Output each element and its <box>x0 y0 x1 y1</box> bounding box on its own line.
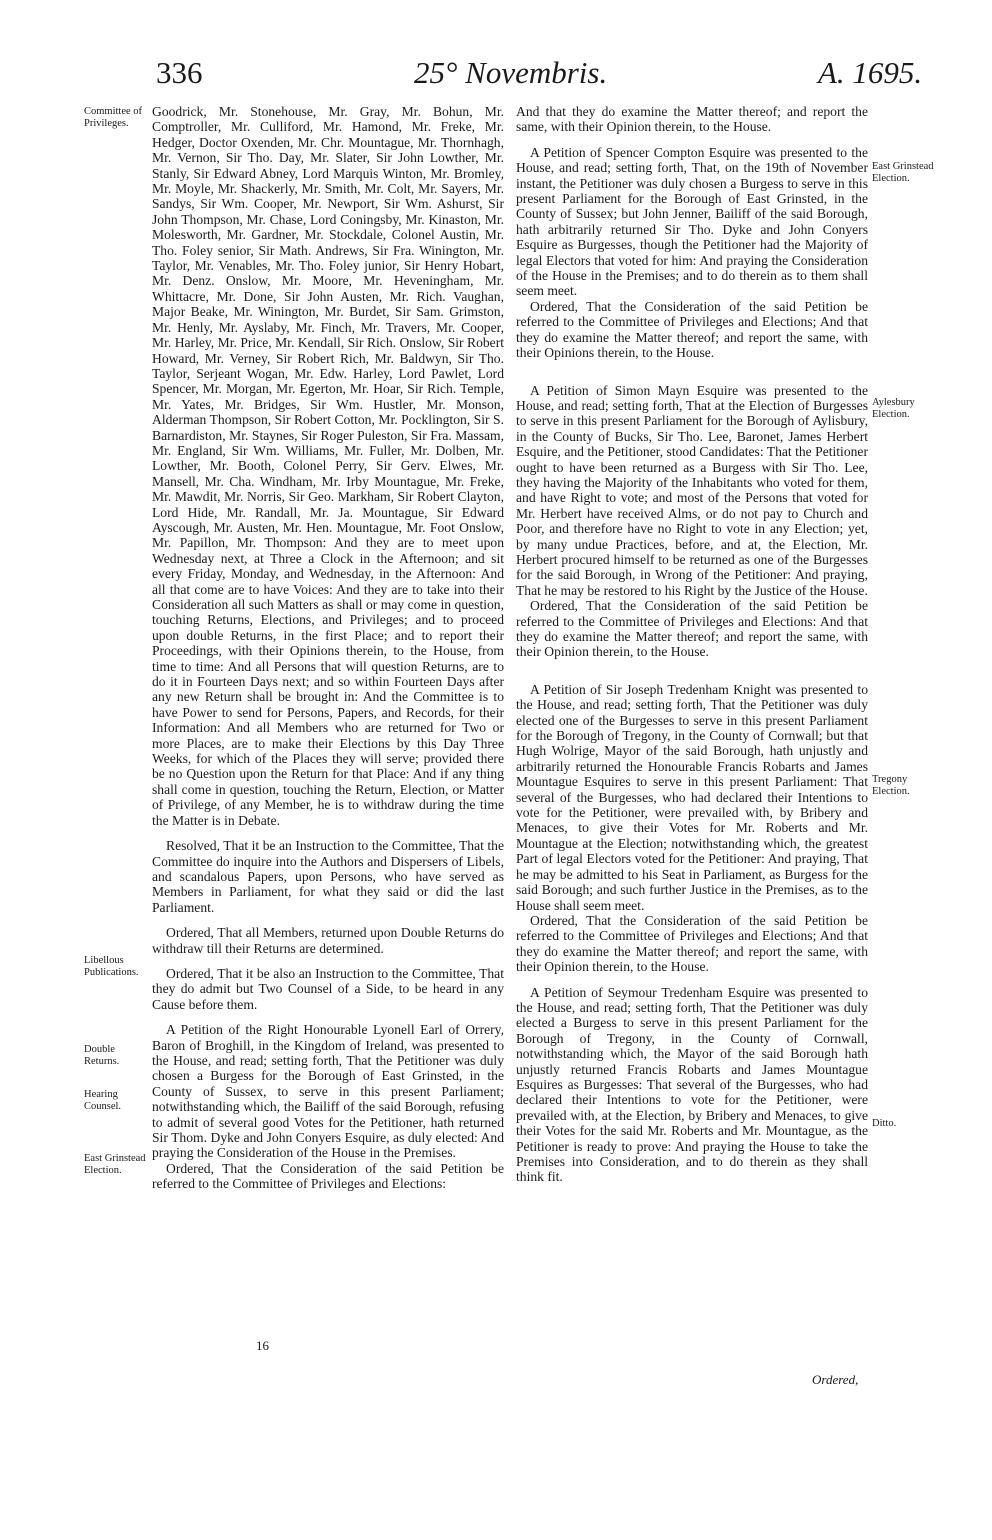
seymour-tredenham-petition-paragraph: A Petition of Seymour Tredenham Esquire was presented to the House, and read; setting forth, That the Petitioner was duly elected a Burgess to serve in this present Parliament for the Borough of Tregony, in the County of Cornwall, notwithstanding which, the Mayor of the said Borough hath unjustly returned Francis Robarts and James Mountague Esquires as Burgesses: That several of the Burgesses, who had declared their Intentions to vote for the Petitioner, were prevailed with, at the Election, by Bribery and Menaces, to give their Votes for the said Mr. Roberts and Mr. Mountague, as the Petitioner is ready to prove: And praying the House to take the Premises into Consideration, and to do therein as they shall think fit. <box>516 984 868 1185</box>
page-number: 336 <box>156 55 203 90</box>
compton-petition-paragraph: A Petition of Spencer Compton Esquire was presented to the House, and read; setting forth, That, on the 19th of November instant, the Petitioner was duly chosen a Burgess to serve in this present Parliament for the Borough of East Grinsted, in the County of Sussex; but John Jenner, Bailiff of the said Borough, hath arbitrarily returned Sir Tho. Dyke and John Conyers Esquire as Burgesses, though the Petitioner had the Majority of legal Electors that voted for him: And praying the Consideration of the House in the Premises; and to do therein as to them shall seem meet. <box>516 144 868 299</box>
joseph-tredenham-ordered-paragraph: Ordered, That the Consideration of the said Petition be referred to the Committee of Privileges and Elections; And that they do examine the Matter thereof; and report the same, with their Opinion therein, to the House. <box>516 912 868 975</box>
catchword: Ordered, <box>812 1372 859 1387</box>
mayn-ordered-paragraph: Ordered, That the Consideration of the said Petition be referred to the Committee of Privileges and Elections: And that they do examine the Matter thereof; and report the same, with their Opinion therein, to the House. <box>516 598 868 660</box>
mayn-petition-paragraph: A Petition of Simon Mayn Esquire was presented to the House, and read; setting forth, That at the Election of Burgesses to serve in this present Parliament for the Borough of Aylisbury, in the County of Bucks, Sir Tho. Lee, Baronet, James Herbert Esquire, and the Petitioner, stood Candidates: That the Petitioner ought to have been returned as a Burgess with Sir Tho. Lee, they having the Majority of the Inhabitants who voted for them, and have Right to vote; and most of the Persons that voted for Mr. Herbert have received Alms, or do not pay to Church and Poor, and therefore have no Right to vote in any Election; yet, by many undue Practices, before, and at, the Election, Mr. Herbert procured himself to be returned as one of the Burgesses for the said Borough, in Wrong of the Petitioner: And praying, That he may be restored to his Right by the Justice of the House. <box>516 382 868 598</box>
page-date: 25° Novembris. <box>414 55 608 90</box>
margin-note-tregony: Tregony Election. <box>872 774 910 797</box>
margin-note-hearing-counsel: Hearing Counsel. <box>84 1089 122 1112</box>
resolved-libels-paragraph: Resolved, That it be an Instruction to the Committee, That the Committee do inquire into the Authors and Dispersers of Libels, and scandalous Papers, upon Persons, who have served as Members in Parliament, for what they said or did the last Parliament. <box>152 838 504 915</box>
counsel-paragraph: Ordered, That it be also an Instruction to the Committee, That they do admit but Two Counsel of a Side, to be heard in any Cause before them. <box>152 965 504 1012</box>
margin-note-east-grinstead-right: East Grinstead Election. <box>872 161 934 184</box>
left-column <box>152 104 504 1192</box>
orrery-petition-paragraph: A Petition of the Right Honourable Lyonell Earl of Orrery, Baron of Broghill, in the Kingdom of Ireland, was presented to the House, and read; setting forth, That the Petitioner was duly chosen a Burgess for the Borough of East Grinsted, in the County of Sussex, to serve in this present Parliament; notwithstanding which, the Bailiff of the said Borough, refusing to admit of several good Votes for the Petitioner, hath returned Sir Thom. Dyke and John Conyers Esquire, as duly elected: And praying the Consideration of the House in the Premises. <box>152 1022 504 1161</box>
page-year: A. 1695. <box>818 55 923 90</box>
compton-ordered-paragraph: Ordered, That the Consideration of the said Petition be referred to the Committee of Privileges and Elections; And that they do examine the Matter thereof; and report the same, with their Opinions therein, to the House. <box>516 298 868 361</box>
margin-note-ditto: Ditto. <box>872 1118 897 1129</box>
signature-mark: 16 <box>256 1338 269 1353</box>
double-returns-paragraph: Ordered, That all Members, returned upon Double Returns do withdraw till their Returns are determined. <box>152 925 504 956</box>
continued-ordered-paragraph: And that they do examine the Matter thereof; and report the same, with their Opinion therein, to the House. <box>516 104 868 135</box>
right-column <box>516 104 868 1185</box>
margin-note-committee: Committee of Privileges. <box>84 106 143 129</box>
committee-list-paragraph: Goodrick, Mr. Stonehouse, Mr. Gray, Mr. Bohun, Mr. Comptroller, Mr. Culliford, Mr. Hamond, Mr. Freke, Mr. Hedger, Doctor Oxenden, Mr. Chr. Mountague, Mr. Thornhagh, Mr. Vernon, Sir Tho. Day, Mr. Slater, Sir John Lowther, Mr. Stanly, Sir Edward Abney, Lord Marquis Winton, Mr. Bromley, Mr. Moyle, Mr. Shackerly, Mr. Smith, Mr. Colt, Mr. Sayers, Mr. Sandys, Sir Wm. Cooper, Mr. Newport, Sir Wm. Ashurst, Sir John Thompson, Mr. Chase, Lord Coningsby, Mr. Kinaston, Mr. Molesworth, Mr. Gardner, Mr. Stockdale, Colonel Austin, Mr. Tho. Foley senior, Sir Math. Andrews, Sir Fra. Winington, Mr. Taylor, Mr. Venables, Mr. Tho. Foley junior, Sir Henry Hobart, Mr. Denz. Onslow, Mr. Moore, Mr. Heveningham, Mr. Whittacre, Mr. Done, Sir John Austen, Mr. Rich. Vaughan, Major Beake, Mr. Winington, Mr. Burdet, Sir Sam. Grimston, Mr. Henly, Mr. Ayslaby, Mr. Finch, Mr. Travers, Mr. Cooper, Mr. Harley, Mr. Price, Mr. Kendall, Sir Rich. Onslow, Sir Robert Howard, Mr. Verney, Sir Robert Rich, Mr. Baldwyn, Sir Tho. Taylor, Serjeant Wogan, Mr. Edw. Harley, Lord Pawlet, Lord Spencer, Mr. Morgan, Mr. Egerton, Mr. Hoar, Sir Rich. Temple, Mr. Yates, Mr. Bridges, Sir Wm. Hustler, Mr. Monson, Alderman Thompson, Sir Robert Cotton, Mr. Pocklington, Sir S. Barnardiston, Mr. Staynes, Sir Roger Puleston, Sir Fra. Massam, Mr. England, Sir Wm. Williams, Mr. Fuller, Mr. Dolben, Mr. Lowther, Mr. Booth, Colonel Perry, Sir Gerv. Elwes, Mr. Mansell, Mr. Cha. Windham, Mr. Irby Mountague, Mr. Freke, Mr. Mawdit, Mr. Norris, Sir Geo. Markham, Sir Robert Clayton, Lord Hide, Mr. Randall, Mr. Ja. Mountague, Sir Edward Ayscough, Mr. Austen, Mr. Hen. Mountague, Mr. Foot Onslow, Mr. Papillon, Mr. Thompson: And they are to meet upon Wednesday next, at Three a Clock in the Afternoon; and sit every Friday, Monday, and Wednesday, in the Afternoon: And all that come are to have Voices: And they are to take into their Consideration all such Matters as shall or may come in question, touching Returns, Elections, and Privileges; and to proceed upon double Returns, in the first Place; and to report their Proceedings, with their Opinions therein, to the House, from time to time: And all Persons that will question Returns, are to do it in Fourteen Days next; and so within Fourteen Days after any new Return shall be brought in: And the Committee is to have Power to send for Persons, Papers, and Records, for their Information: And all Members who are returned for Two or more Places, are to make their Elections by this Day Three Weeks, for which of the Places they will serve; provided there be no Question upon the Return for that Place: And if any thing shall come in question, touching the Return, Election, or Matter of Privilege, of any Member, he is to withdraw during the time the Matter is in Debate. <box>152 104 504 828</box>
margin-note-aylesbury: Aylesbury Election. <box>872 397 915 420</box>
margin-note-libellous: Libellous Publications. <box>84 955 139 978</box>
margin-note-double-returns: Double Returns. <box>84 1044 120 1067</box>
joseph-tredenham-petition-paragraph: A Petition of Sir Joseph Tredenham Knight was presented to the House, and read; setting forth, That the Petitioner was duly elected one of the Burgesses to serve in this present Parliament for the Borough of Tregony, in the County of Cornwall; but that Hugh Wolrige, Mayor of the said Borough, hath unjustly and arbitrarily returned the Honourable Francis Robarts and James Mountague Esquires to serve in this present Parliament: That several of the Burgesses, who had declared their Intentions to vote for the Petitioner, were prevailed with, by Bribery and Menaces, to give their Votes for Mr. Roberts and Mr. Mountague at the Election; notwithstanding which, the greatest Part of legal Electors voted for the Petitioner: And praying, That he may be admitted to his Seat in Parliament, as Burgess for the said Borough; and such further Justice in the Premises, as to the House shall seem meet. <box>516 681 868 913</box>
page-header <box>0 55 992 105</box>
orrery-ordered-paragraph: Ordered, That the Consideration of the said Petition be referred to the Committee of Privileges and Elections: <box>152 1160 504 1192</box>
margin-note-east-grinstead: East Grinstead Election. <box>84 1153 146 1176</box>
